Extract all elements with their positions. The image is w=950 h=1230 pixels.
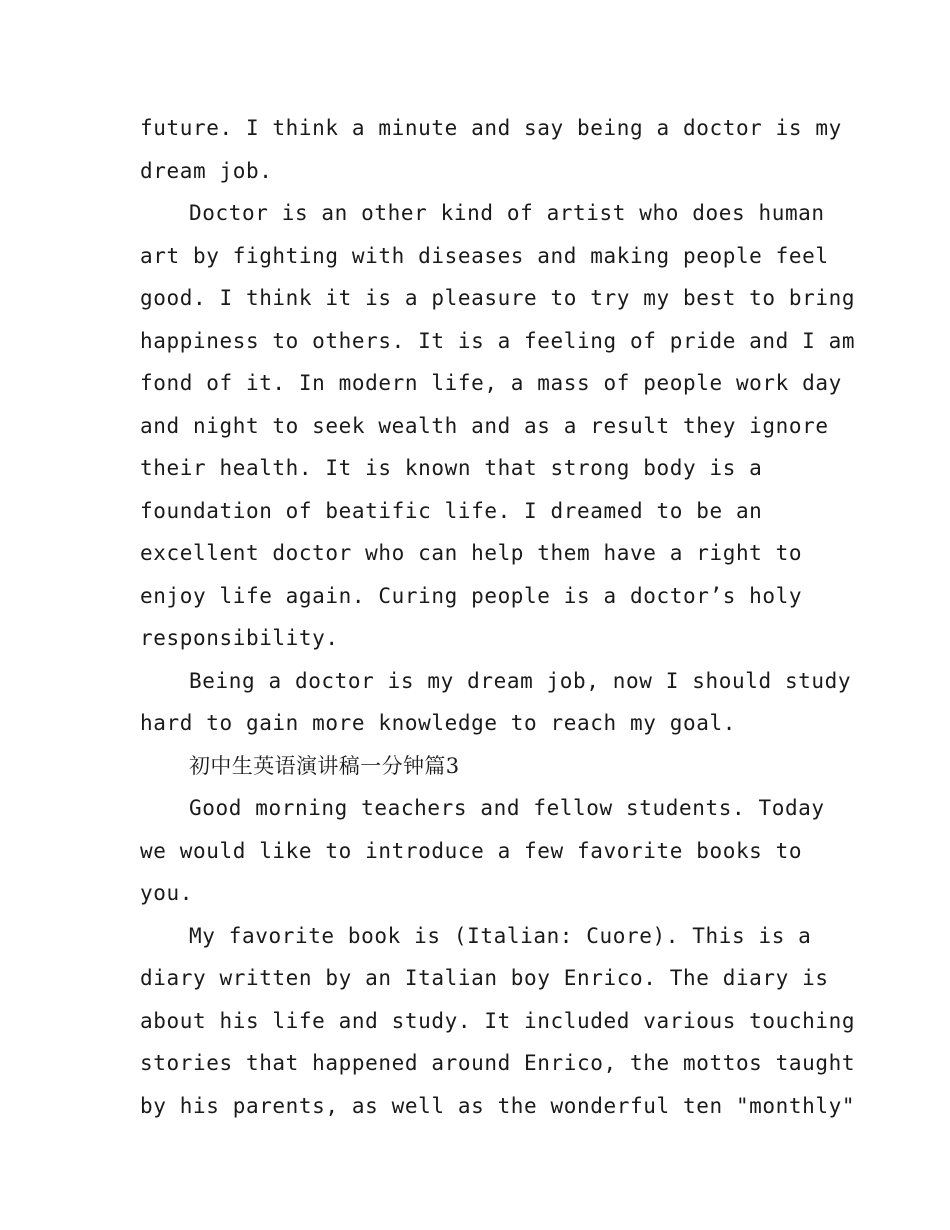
text-line: enjoy life again. Curing people is a doctor’s holy bbox=[140, 583, 803, 608]
paragraph-start-line: Doctor is an other kind of artist who does human bbox=[189, 201, 825, 225]
paragraph-start-line: Good morning teachers and fellow students. Today bbox=[189, 796, 825, 820]
text-line: by his parents, as well as the wonderful ten "monthly" bbox=[140, 1093, 856, 1118]
document-body bbox=[140, 107, 856, 1127]
paragraph-start-line: My favorite book is (Italian: Cuore). This is a bbox=[189, 923, 812, 948]
text-line: good. I think it is a pleasure to try my best to bring bbox=[140, 286, 856, 310]
text-line: about his life and study. It included various touching bbox=[140, 1008, 856, 1033]
text-line: diary written by an Italian boy Enrico. The diary is bbox=[140, 966, 829, 990]
text-line: art by fighting with diseases and making people feel bbox=[140, 243, 829, 268]
text-line: their health. It is known that strong body is a bbox=[140, 456, 763, 480]
section-heading: 初中生英语演讲稿一分钟篇3 bbox=[189, 753, 460, 778]
text-line: excellent doctor who can help them have a right to bbox=[140, 541, 803, 565]
text-line: responsibility. bbox=[140, 626, 339, 650]
text-line: and night to seek wealth and as a result they ignore bbox=[140, 413, 829, 438]
text-line: stories that happened around Enrico, the mottos taught bbox=[140, 1051, 856, 1075]
paragraph-start-line: Being a doctor is my dream job, now I should study bbox=[189, 668, 852, 693]
text-line: dream job. bbox=[140, 158, 273, 183]
text-line: you. bbox=[140, 881, 193, 905]
text-line: hard to gain more knowledge to reach my goal. bbox=[140, 711, 736, 735]
text-line: we would like to introduce a few favorite books to bbox=[140, 838, 803, 863]
text-line: happiness to others. It is a feeling of pride and I am bbox=[140, 328, 856, 353]
text-line: future. I think a minute and say being a doctor is my bbox=[140, 116, 842, 140]
text-line: fond of it. In modern life, a mass of people work day bbox=[140, 371, 842, 395]
text-line: foundation of beatific life. I dreamed to be an bbox=[140, 498, 763, 523]
